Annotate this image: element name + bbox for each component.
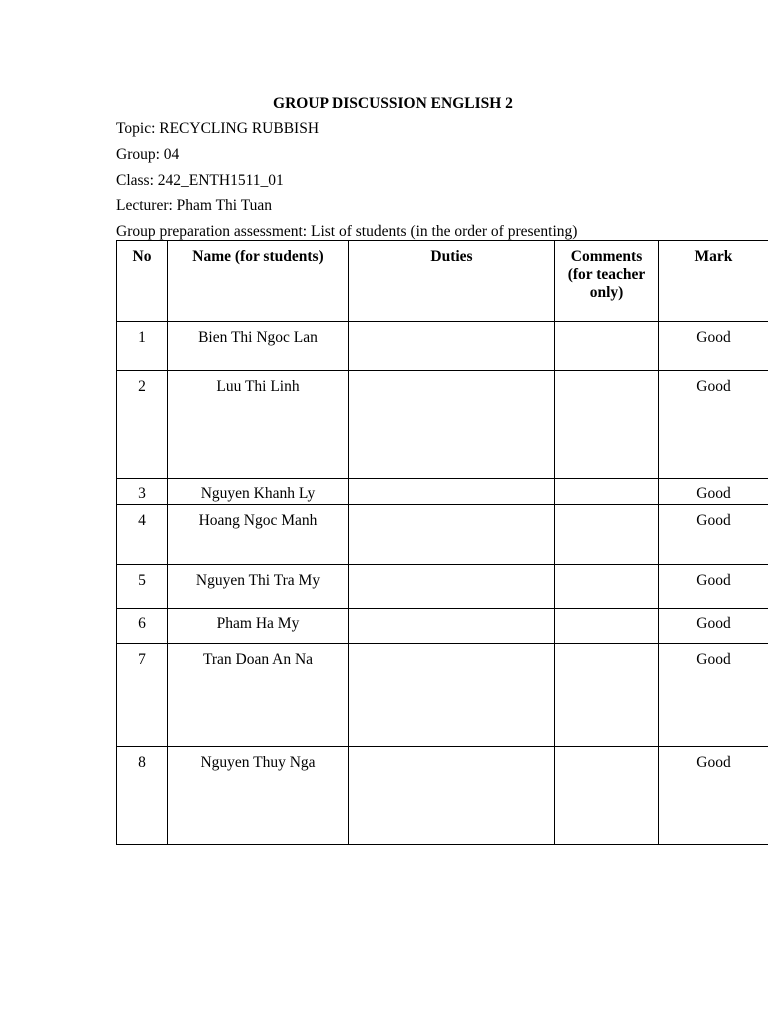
- student-name: Hoang Ngoc Manh: [168, 505, 349, 565]
- row-number: 6: [117, 609, 168, 644]
- comments-cell[interactable]: [555, 609, 659, 644]
- mark-cell: Good: [659, 371, 768, 479]
- mark-cell: Good: [659, 609, 768, 644]
- student-name: Luu Thi Linh: [168, 371, 349, 479]
- table-row: [117, 322, 768, 371]
- student-name: Pham Ha My: [168, 609, 349, 644]
- mark-cell: Good: [659, 644, 768, 747]
- table-header-row: [117, 241, 768, 322]
- comments-cell[interactable]: [555, 565, 659, 609]
- comments-cell[interactable]: [555, 644, 659, 747]
- row-number: 5: [117, 565, 168, 609]
- table-row: [117, 609, 768, 644]
- table-row: [117, 565, 768, 609]
- comments-cell[interactable]: [555, 505, 659, 565]
- duties-cell[interactable]: [349, 644, 555, 747]
- table-row: [117, 371, 768, 479]
- student-name: Bien Thi Ngoc Lan: [168, 322, 349, 371]
- row-number: 4: [117, 505, 168, 565]
- duties-cell[interactable]: [349, 505, 555, 565]
- comments-cell[interactable]: [555, 371, 659, 479]
- document-title: GROUP DISCUSSION ENGLISH 2: [273, 95, 513, 112]
- comments-cell[interactable]: [555, 322, 659, 371]
- duties-cell[interactable]: [349, 565, 555, 609]
- student-name: Nguyen Thuy Nga: [168, 747, 349, 845]
- mark-cell: Good: [659, 565, 768, 609]
- header-comments: Comments (for teacher only): [555, 241, 659, 322]
- class-line: Class: 242_ENTH1511_01: [116, 172, 284, 189]
- student-assessment-table: [116, 240, 768, 845]
- comments-cell[interactable]: [555, 747, 659, 845]
- topic-line: Topic: RECYCLING RUBBISH: [116, 120, 320, 137]
- duties-cell[interactable]: [349, 609, 555, 644]
- student-name: Nguyen Khanh Ly: [168, 479, 349, 505]
- row-number: 2: [117, 371, 168, 479]
- student-name: Nguyen Thi Tra My: [168, 565, 349, 609]
- row-number: 1: [117, 322, 168, 371]
- mark-cell: Good: [659, 747, 768, 845]
- row-number: 3: [117, 479, 168, 505]
- duties-cell[interactable]: [349, 479, 555, 505]
- row-number: 7: [117, 644, 168, 747]
- mark-cell: Good: [659, 322, 768, 371]
- header-name: Name (for students): [168, 241, 349, 322]
- header-mark: Mark: [659, 241, 768, 322]
- table-row: [117, 747, 768, 845]
- group-line: Group: 04: [116, 146, 180, 163]
- table-row: [117, 505, 768, 565]
- header-duties: Duties: [349, 241, 555, 322]
- duties-cell[interactable]: [349, 747, 555, 845]
- mark-cell: Good: [659, 505, 768, 565]
- assessment-line: Group preparation assessment: List of students (in the order of presenting): [116, 223, 578, 240]
- student-name: Tran Doan An Na: [168, 644, 349, 747]
- mark-cell: Good: [659, 479, 768, 505]
- row-number: 8: [117, 747, 168, 845]
- table-row: [117, 644, 768, 747]
- duties-cell[interactable]: [349, 371, 555, 479]
- comments-cell[interactable]: [555, 479, 659, 505]
- lecturer-line: Lecturer: Pham Thi Tuan: [116, 197, 272, 214]
- header-no: No: [117, 241, 168, 322]
- duties-cell[interactable]: [349, 322, 555, 371]
- table-row: [117, 479, 768, 505]
